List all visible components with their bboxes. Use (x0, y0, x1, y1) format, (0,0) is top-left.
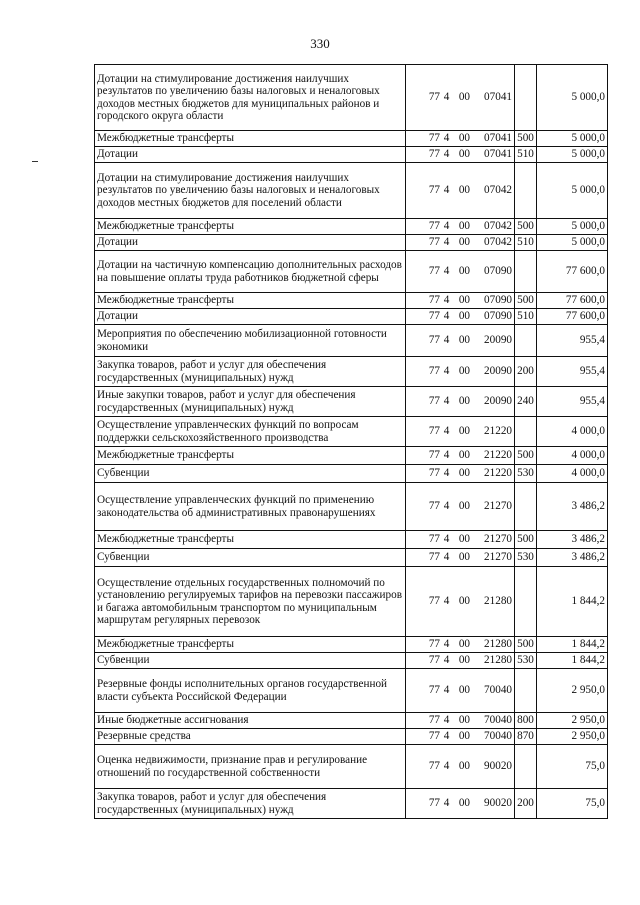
row-kind-cell: 500 (515, 531, 537, 549)
table-row (95, 653, 608, 669)
code-part: 4 (443, 132, 450, 145)
code-part: 77 (428, 265, 440, 278)
code-part: 70040 (484, 714, 512, 727)
row-code-cell (406, 465, 515, 483)
row-kind-cell (515, 325, 537, 357)
code-part: 77 (428, 760, 440, 773)
code-part: 4 (443, 395, 450, 408)
row-name-cell: Дотации на стимулирование достижения наилучших результатов по увеличению базы налоговых и неналоговых доходов местных бюджетов для поселений области (95, 163, 406, 219)
code-part: 77 (428, 654, 440, 667)
row-kind-cell: 510 (515, 235, 537, 251)
row-code-cell (406, 713, 515, 729)
code-part: 77 (428, 500, 440, 513)
row-name-cell: Субвенции (95, 653, 406, 669)
table-row (95, 163, 608, 219)
code-part: 21220 (484, 425, 512, 438)
row-amount-cell: 5 000,0 (537, 235, 608, 251)
row-amount-cell: 77 600,0 (537, 309, 608, 325)
code-part: 77 (428, 638, 440, 651)
row-code-cell (406, 447, 515, 465)
code-part: 00 (458, 365, 470, 378)
row-name-cell: Резервные средства (95, 729, 406, 745)
code-part: 07090 (484, 294, 512, 307)
code-part: 07042 (484, 184, 512, 197)
row-name-cell: Межбюджетные трансферты (95, 531, 406, 549)
code-part: 77 (428, 714, 440, 727)
code-part: 4 (443, 500, 450, 513)
code-part: 00 (458, 638, 470, 651)
code-part: 20090 (484, 334, 512, 347)
code-part: 77 (428, 148, 440, 161)
code-part: 77 (428, 449, 440, 462)
row-name-cell: Межбюджетные трансферты (95, 447, 406, 465)
row-amount-cell: 4 000,0 (537, 447, 608, 465)
code-part: 20090 (484, 395, 512, 408)
code-part: 77 (428, 132, 440, 145)
code-part: 00 (458, 797, 470, 810)
code-part: 4 (443, 449, 450, 462)
code-part: 00 (458, 449, 470, 462)
row-kind-cell (515, 745, 537, 789)
row-code-cell (406, 309, 515, 325)
table-row (95, 251, 608, 293)
row-code-cell (406, 65, 515, 131)
code-part: 4 (443, 467, 450, 480)
table-row (95, 325, 608, 357)
row-kind-cell (515, 567, 537, 637)
code-part: 70040 (484, 730, 512, 743)
row-amount-cell: 5 000,0 (537, 219, 608, 235)
row-amount-cell: 2 950,0 (537, 713, 608, 729)
code-part: 00 (458, 184, 470, 197)
code-part: 00 (458, 684, 470, 697)
row-amount-cell: 75,0 (537, 789, 608, 819)
row-name-cell: Дотации на частичную компенсацию дополнительных расходов на повышение оплаты труда работников бюджетной сферы (95, 251, 406, 293)
row-code-cell (406, 325, 515, 357)
code-part: 00 (458, 91, 470, 104)
row-kind-cell (515, 669, 537, 713)
code-part: 21220 (484, 467, 512, 480)
row-kind-cell: 500 (515, 219, 537, 235)
code-part: 77 (428, 797, 440, 810)
code-part: 00 (458, 265, 470, 278)
code-part: 00 (458, 310, 470, 323)
code-part: 4 (443, 365, 450, 378)
row-name-cell: Субвенции (95, 465, 406, 483)
code-part: 00 (458, 467, 470, 480)
page-number: 330 (310, 36, 330, 51)
row-code-cell (406, 745, 515, 789)
row-amount-cell: 5 000,0 (537, 131, 608, 147)
row-amount-cell: 4 000,0 (537, 417, 608, 447)
code-part: 4 (443, 91, 450, 104)
row-amount-cell: 75,0 (537, 745, 608, 789)
row-kind-cell: 240 (515, 387, 537, 417)
row-name-cell: Дотации (95, 235, 406, 251)
row-code-cell (406, 653, 515, 669)
row-name-cell: Мероприятия по обеспечению мобилизационной готовности экономики (95, 325, 406, 357)
row-amount-cell: 1 844,2 (537, 567, 608, 637)
row-code-cell (406, 729, 515, 745)
margin-mark (32, 161, 38, 162)
row-amount-cell: 5 000,0 (537, 65, 608, 131)
code-part: 4 (443, 684, 450, 697)
row-name-cell: Дотации на стимулирование достижения наилучших результатов по увеличению базы налоговых и неналоговых доходов местных бюджетов для муниципальных районов и городского округа области (95, 65, 406, 131)
row-amount-cell: 3 486,2 (537, 549, 608, 567)
row-amount-cell: 955,4 (537, 357, 608, 387)
row-amount-cell: 3 486,2 (537, 531, 608, 549)
row-code-cell (406, 789, 515, 819)
row-code-cell (406, 219, 515, 235)
row-code-cell (406, 235, 515, 251)
row-name-cell: Межбюджетные трансферты (95, 637, 406, 653)
code-part: 4 (443, 236, 450, 249)
table-row (95, 65, 608, 131)
table-row (95, 713, 608, 729)
row-name-cell: Иные бюджетные ассигнования (95, 713, 406, 729)
code-part: 4 (443, 595, 450, 608)
table-row (95, 357, 608, 387)
table-row (95, 131, 608, 147)
code-part: 00 (458, 148, 470, 161)
row-kind-cell (515, 417, 537, 447)
row-name-cell: Субвенции (95, 549, 406, 567)
code-part: 77 (428, 684, 440, 697)
code-part: 00 (458, 334, 470, 347)
code-part: 21270 (484, 533, 512, 546)
code-part: 07090 (484, 310, 512, 323)
code-part: 4 (443, 148, 450, 161)
row-code-cell (406, 417, 515, 447)
code-part: 00 (458, 500, 470, 513)
code-part: 77 (428, 91, 440, 104)
code-part: 07041 (484, 132, 512, 145)
code-part: 00 (458, 220, 470, 233)
code-part: 21220 (484, 449, 512, 462)
row-code-cell (406, 549, 515, 567)
code-part: 00 (458, 395, 470, 408)
code-part: 00 (458, 654, 470, 667)
table-row (95, 235, 608, 251)
code-part: 77 (428, 425, 440, 438)
code-part: 77 (428, 365, 440, 378)
code-part: 90020 (484, 797, 512, 810)
row-code-cell (406, 669, 515, 713)
row-name-cell: Резервные фонды исполнительных органов государственной власти субъекта Российской Федерации (95, 669, 406, 713)
code-part: 77 (428, 294, 440, 307)
row-amount-cell: 5 000,0 (537, 147, 608, 163)
code-part: 77 (428, 236, 440, 249)
row-name-cell: Дотации (95, 309, 406, 325)
table-row (95, 567, 608, 637)
row-amount-cell: 77 600,0 (537, 293, 608, 309)
row-kind-cell (515, 251, 537, 293)
code-part: 4 (443, 730, 450, 743)
table-row (95, 219, 608, 235)
table-row (95, 447, 608, 465)
code-part: 70040 (484, 684, 512, 697)
row-kind-cell (515, 163, 537, 219)
code-part: 77 (428, 551, 440, 564)
row-kind-cell: 200 (515, 789, 537, 819)
row-kind-cell: 500 (515, 293, 537, 309)
row-amount-cell: 1 844,2 (537, 653, 608, 669)
row-kind-cell (515, 65, 537, 131)
table-row (95, 387, 608, 417)
row-name-cell: Осуществление отдельных государственных полномочий по установлению регулируемых тарифов на перевозки пассажиров и багажа автомобильным транспортом по муниципальным маршрутам регулярных перевозок (95, 567, 406, 637)
row-kind-cell: 500 (515, 447, 537, 465)
table-row (95, 309, 608, 325)
code-part: 00 (458, 533, 470, 546)
code-part: 21270 (484, 500, 512, 513)
code-part: 00 (458, 236, 470, 249)
code-part: 4 (443, 334, 450, 347)
code-part: 4 (443, 654, 450, 667)
row-code-cell (406, 387, 515, 417)
row-code-cell (406, 357, 515, 387)
table-row (95, 293, 608, 309)
code-part: 4 (443, 184, 450, 197)
row-name-cell: Межбюджетные трансферты (95, 131, 406, 147)
row-code-cell (406, 147, 515, 163)
code-part: 77 (428, 730, 440, 743)
code-part: 20090 (484, 365, 512, 378)
table-row (95, 465, 608, 483)
table-row (95, 789, 608, 819)
code-part: 4 (443, 760, 450, 773)
row-kind-cell: 530 (515, 549, 537, 567)
table-row (95, 549, 608, 567)
code-part: 07041 (484, 148, 512, 161)
row-name-cell: Межбюджетные трансферты (95, 219, 406, 235)
code-part: 90020 (484, 760, 512, 773)
row-name-cell: Иные закупки товаров, работ и услуг для обеспечения государственных (муниципальных) нужд (95, 387, 406, 417)
row-amount-cell: 77 600,0 (537, 251, 608, 293)
budget-table-body (95, 65, 608, 819)
table-row (95, 531, 608, 549)
row-amount-cell: 2 950,0 (537, 729, 608, 745)
code-part: 77 (428, 533, 440, 546)
table-row (95, 637, 608, 653)
row-name-cell: Закупка товаров, работ и услуг для обеспечения государственных (муниципальных) нужд (95, 357, 406, 387)
table-row (95, 745, 608, 789)
code-part: 00 (458, 425, 470, 438)
row-kind-cell: 510 (515, 147, 537, 163)
code-part: 21280 (484, 638, 512, 651)
row-kind-cell: 530 (515, 653, 537, 669)
code-part: 4 (443, 797, 450, 810)
code-part: 07042 (484, 220, 512, 233)
row-code-cell (406, 567, 515, 637)
row-name-cell: Осуществление управленческих функций по вопросам поддержки сельскохозяйственного производства (95, 417, 406, 447)
table-row (95, 669, 608, 713)
code-part: 4 (443, 265, 450, 278)
table-row (95, 483, 608, 531)
row-amount-cell: 5 000,0 (537, 163, 608, 219)
code-part: 21270 (484, 551, 512, 564)
table-row (95, 147, 608, 163)
code-part: 77 (428, 184, 440, 197)
code-part: 4 (443, 533, 450, 546)
row-code-cell (406, 251, 515, 293)
row-kind-cell: 800 (515, 713, 537, 729)
row-amount-cell: 955,4 (537, 387, 608, 417)
budget-table (94, 64, 608, 819)
code-part: 4 (443, 294, 450, 307)
row-kind-cell: 530 (515, 465, 537, 483)
row-code-cell (406, 531, 515, 549)
code-part: 21280 (484, 654, 512, 667)
code-part: 77 (428, 334, 440, 347)
code-part: 77 (428, 310, 440, 323)
code-part: 77 (428, 220, 440, 233)
row-name-cell: Дотации (95, 147, 406, 163)
row-name-cell: Осуществление управленческих функций по применению законодательства об административных правонарушениях (95, 483, 406, 531)
code-part: 4 (443, 551, 450, 564)
row-kind-cell: 500 (515, 131, 537, 147)
code-part: 00 (458, 294, 470, 307)
code-part: 4 (443, 425, 450, 438)
code-part: 77 (428, 595, 440, 608)
row-code-cell (406, 131, 515, 147)
table-row (95, 729, 608, 745)
row-name-cell: Межбюджетные трансферты (95, 293, 406, 309)
row-name-cell: Закупка товаров, работ и услуг для обеспечения государственных (муниципальных) нужд (95, 789, 406, 819)
code-part: 4 (443, 310, 450, 323)
code-part: 77 (428, 467, 440, 480)
code-part: 07090 (484, 265, 512, 278)
code-part: 4 (443, 714, 450, 727)
code-part: 00 (458, 760, 470, 773)
row-kind-cell: 510 (515, 309, 537, 325)
code-part: 00 (458, 132, 470, 145)
row-code-cell (406, 637, 515, 653)
row-amount-cell: 3 486,2 (537, 483, 608, 531)
row-amount-cell: 955,4 (537, 325, 608, 357)
code-part: 77 (428, 395, 440, 408)
row-kind-cell: 200 (515, 357, 537, 387)
row-code-cell (406, 293, 515, 309)
table-row (95, 417, 608, 447)
code-part: 07042 (484, 236, 512, 249)
row-kind-cell: 500 (515, 637, 537, 653)
row-name-cell: Оценка недвижимости, признание прав и регулирование отношений по государственной собственности (95, 745, 406, 789)
code-part: 00 (458, 730, 470, 743)
code-part: 00 (458, 551, 470, 564)
row-kind-cell: 870 (515, 729, 537, 745)
code-part: 4 (443, 638, 450, 651)
code-part: 21280 (484, 595, 512, 608)
row-kind-cell (515, 483, 537, 531)
row-amount-cell: 2 950,0 (537, 669, 608, 713)
row-amount-cell: 4 000,0 (537, 465, 608, 483)
row-code-cell (406, 483, 515, 531)
row-amount-cell: 1 844,2 (537, 637, 608, 653)
code-part: 00 (458, 595, 470, 608)
code-part: 07041 (484, 91, 512, 104)
row-code-cell (406, 163, 515, 219)
code-part: 4 (443, 220, 450, 233)
code-part: 00 (458, 714, 470, 727)
